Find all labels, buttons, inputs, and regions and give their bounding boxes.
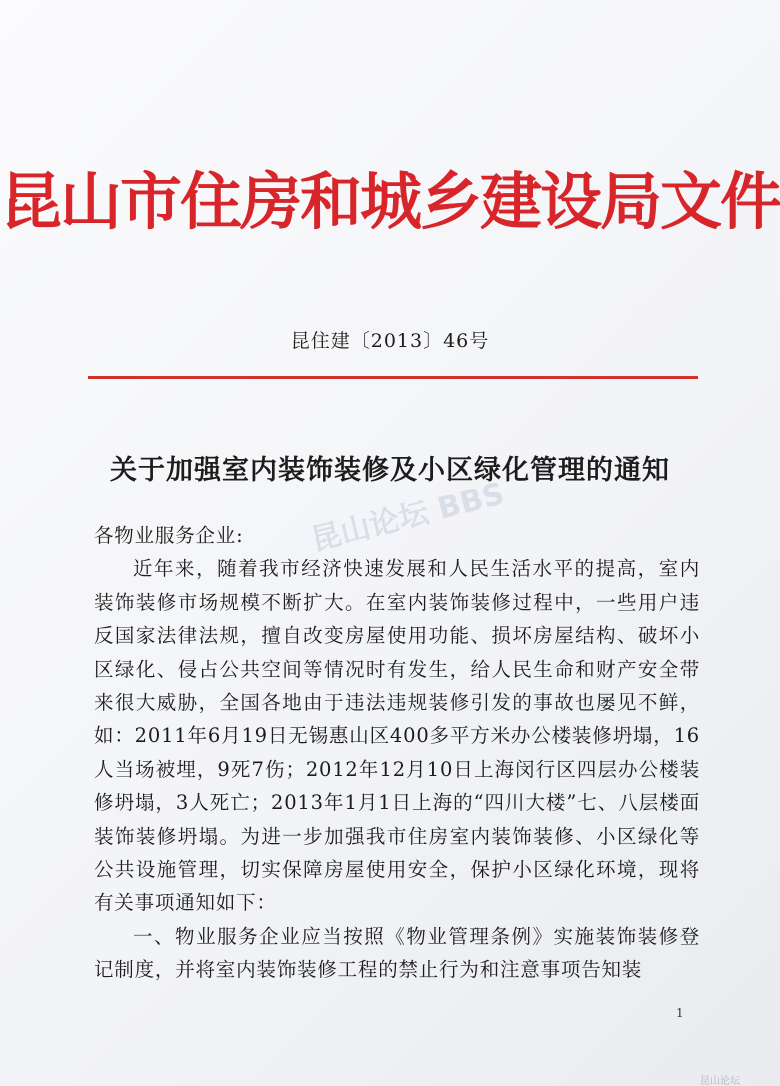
footer-watermark: 昆山论坛 (700, 1076, 740, 1086)
notice-title: 关于加强室内装饰装修及小区绿化管理的通知 (110, 455, 670, 486)
page-number: 1 (676, 1006, 684, 1020)
red-divider-line (88, 376, 698, 379)
forum-watermark: 昆山论坛 BBS (307, 476, 508, 559)
salutation: 各物业服务企业: (94, 524, 244, 547)
paragraph-item-1: 一、物业服务企业应当按照《物业管理条例》实施装饰装修登记制度，并将室内装饰装修工程的禁止行为和注意事项告知装 (94, 924, 700, 982)
document-number: 昆住建〔2013〕46号 (290, 330, 490, 352)
agency-header-title: 昆山市住房和城乡建设局文件 (0, 165, 780, 238)
notice-body (94, 519, 700, 987)
paragraph-intro: 近年来，随着我市经济快速发展和人民生活水平的提高，室内装饰装修市场规模不断扩大。在室内装饰装修过程中，一些用户违反国家法律法规，擅自改变房屋使用功能、损坏房屋结构、破坏小区绿化、侵占公共空间等情况时有发生，给人民生命和财产安全带来很大威胁，全国各地由于违法违规装修引发的事故也屡见不鲜，如：2011年6月19日无锡惠山区400多平方米办公楼装修坍塌，16人当场被埋，9死7伤；2012年12月10日上海闵行区四层办公楼装修坍塌，3人死亡；2013年1月1日上海的“四川大楼”七、八层楼面装饰装修坍塌。为进一步加强我市住房室内装饰装修、小区绿化等公共设施管理，切实保障房屋使用安全，保护小区绿化环境，现将有关事项通知如下： (94, 557, 700, 915)
